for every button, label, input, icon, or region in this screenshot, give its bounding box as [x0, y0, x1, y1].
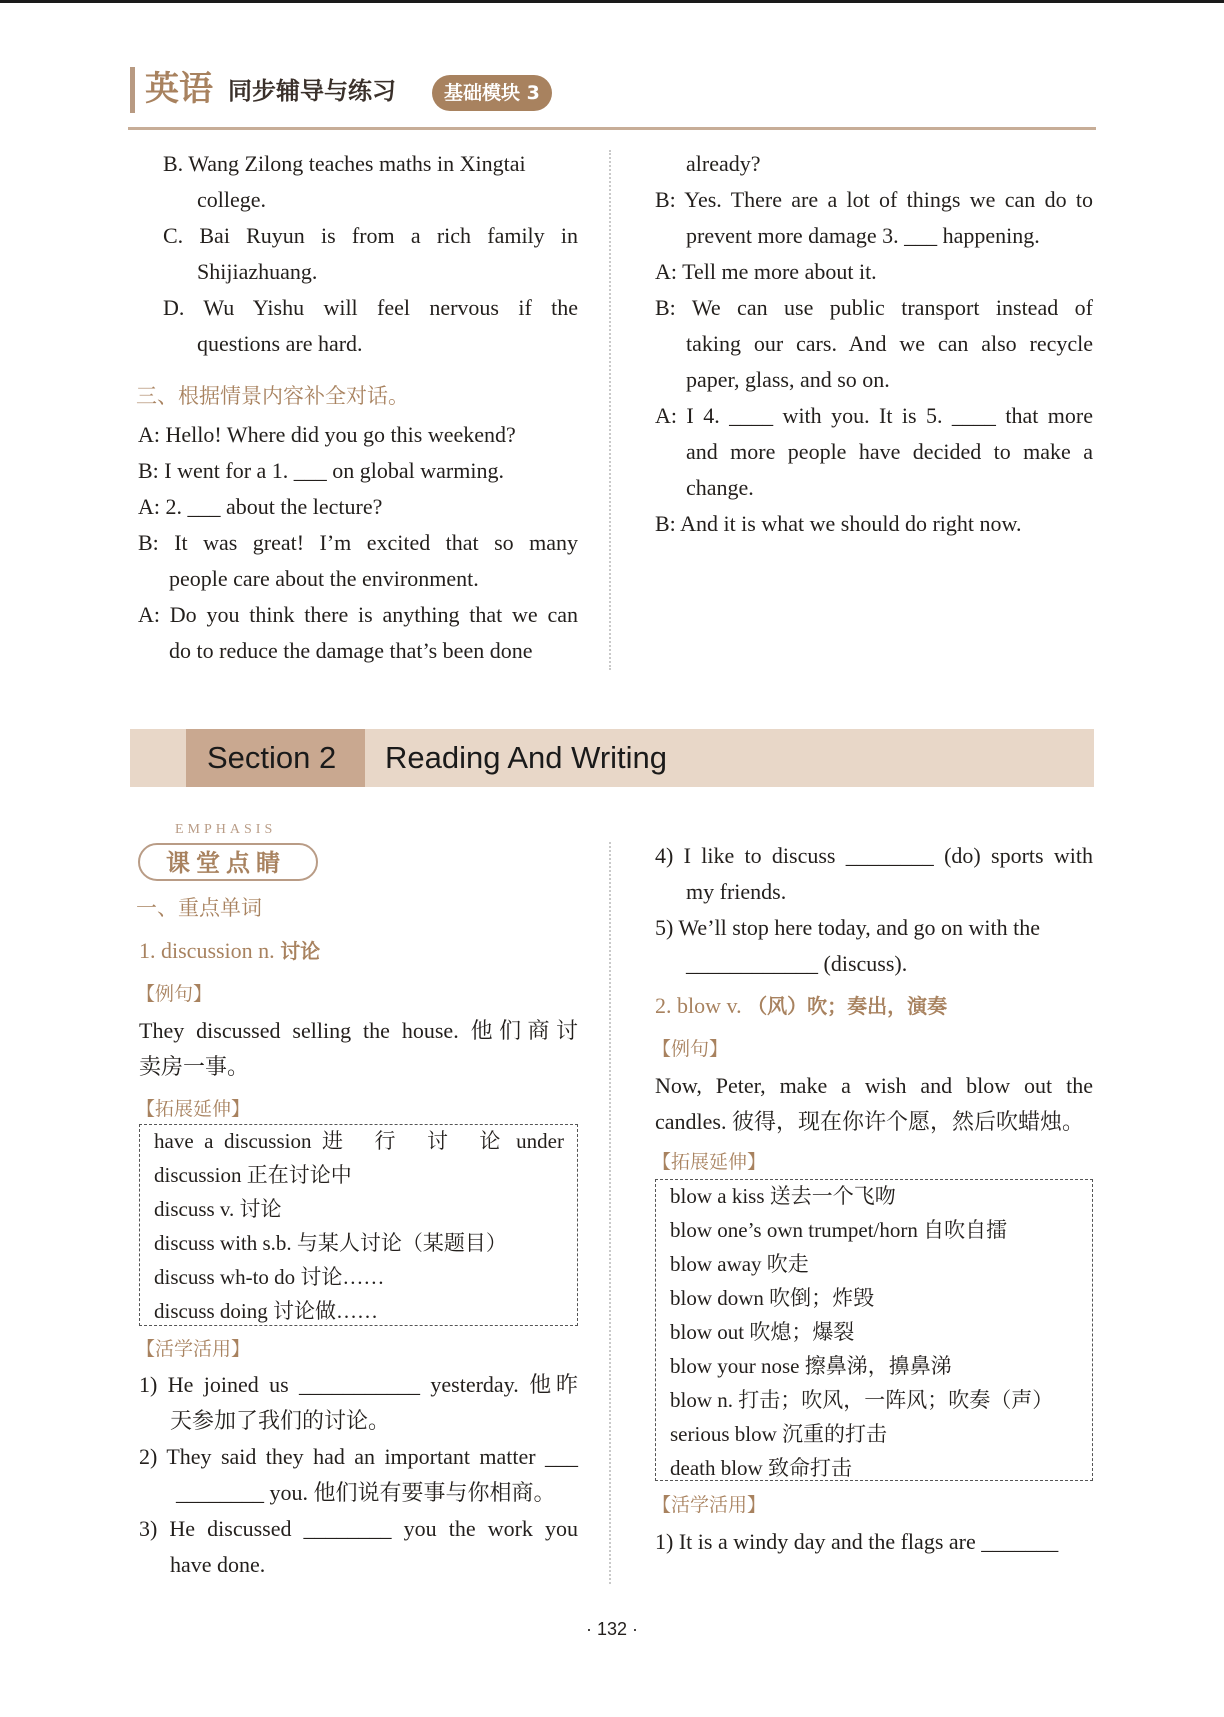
extension-item: discuss doing 讨论做……	[154, 1299, 379, 1323]
dialogue-line: A: 2. ___ about the lecture?	[138, 494, 383, 519]
practice-item: 天参加了我们的讨论。	[170, 1408, 391, 1433]
header-rule	[128, 127, 1096, 130]
extension-item: discuss wh-to do 讨论……	[154, 1265, 385, 1289]
dialogue-line: people care about the environment.	[169, 566, 479, 591]
dialogue-line: taking our cars. And we can also recycle	[686, 331, 1093, 356]
page-number: · 132 ·	[585, 1619, 639, 1639]
extension-item: blow away 吹走	[670, 1252, 809, 1276]
vocab-meaning: 讨论	[280, 939, 321, 963]
example-sentence: Now, Peter, make a wish and blow out the	[655, 1073, 1093, 1098]
extension-item: discussion 正在讨论中	[154, 1163, 352, 1187]
practice-tag: 【活学活用】	[652, 1494, 767, 1516]
vocab-blow	[655, 988, 947, 1024]
option-b-line1: B. Wang Zilong teaches maths in Xingtai	[163, 151, 526, 176]
practice-item: 4) I like to discuss ________ (do) sports with	[655, 843, 1093, 868]
option-c-line1: C. Bai Ruyun is from a rich family in	[163, 223, 578, 248]
column-divider-bottom	[609, 842, 611, 1584]
option-d-line2: questions are hard.	[197, 331, 363, 356]
dialogue-line: B: Yes. There are a lot of things we can do to	[655, 187, 1093, 212]
section-number: Section 2	[207, 740, 337, 775]
extension-item: blow a kiss 送去一个飞吻	[670, 1184, 896, 1208]
extension-item: blow out 吹熄；爆裂	[670, 1320, 855, 1344]
dialogue-line: B: We can use public transport instead of	[655, 295, 1093, 320]
vocab-word: 2. blow v.	[655, 993, 748, 1018]
dialogue-line: A: I 4. ____ with you. It is 5. ____ that more	[655, 403, 1093, 428]
practice-item: 1) He joined us ___________ yesterday. 他昨	[139, 1372, 578, 1397]
option-b-line2: college.	[197, 187, 267, 212]
practice-item: have done.	[170, 1552, 266, 1577]
dialogue-line: B: I went for a 1. ___ on global warming.	[138, 458, 504, 483]
example-tag: 【例句】	[652, 1038, 729, 1060]
dialogue-line: prevent more damage 3. ___ happening.	[686, 223, 1040, 248]
dialogue-line: already?	[686, 151, 761, 176]
example-sentence: They discussed selling the house. 他们商讨	[139, 1018, 578, 1043]
practice-item: ____________ (discuss).	[686, 951, 908, 976]
extension-tag: 【拓展延伸】	[652, 1151, 767, 1173]
extension-item: discuss v. 讨论	[154, 1197, 282, 1221]
column-divider-top	[609, 150, 611, 670]
example-sentence: 卖房一事。	[139, 1054, 250, 1079]
extension-item: blow down 吹倒；炸毁	[670, 1286, 875, 1310]
part1-heading: 一、重点单词	[136, 896, 262, 920]
emphasis-caption: EMPHASIS	[175, 822, 277, 837]
practice-item: my friends.	[686, 879, 787, 904]
dialogue-line: and more people have decided to make a	[686, 439, 1093, 464]
dialogue-line: paper, glass, and so on.	[686, 367, 890, 392]
emphasis-badge	[138, 843, 318, 881]
extension-item: blow n. 打击；吹风，一阵风；吹奏（声）	[670, 1388, 1054, 1412]
extension-item: serious blow 沉重的打击	[670, 1422, 887, 1446]
book-title: 英语	[145, 69, 213, 109]
dialogue-line: B: And it is what we should do right now.	[655, 511, 1022, 536]
option-c-line2: Shijiazhuang.	[197, 259, 318, 284]
dialogue-line: change.	[686, 475, 754, 500]
dialogue-line: B: It was great! I’m excited that so many	[138, 530, 578, 555]
extension-item: death blow 致命打击	[670, 1456, 852, 1480]
practice-item: 5) We’ll stop here today, and go on with the	[655, 915, 1040, 940]
extension-tag: 【拓展延伸】	[136, 1098, 251, 1120]
option-d-line1: D. Wu Yishu will feel nervous if the	[163, 295, 578, 320]
extension-item: discuss with s.b. 与某人讨论（某题目）	[154, 1231, 507, 1255]
practice-tag: 【活学活用】	[136, 1338, 251, 1360]
extension-box	[655, 1179, 1093, 1481]
page-header	[128, 63, 1096, 131]
top-border	[0, 0, 1224, 3]
dialogue-line: do to reduce the damage that’s been done	[169, 638, 533, 663]
practice-item: ________ you. 他们说有要事与你相商。	[176, 1480, 556, 1505]
extension-item: blow your nose 擦鼻涕，擤鼻涕	[670, 1354, 952, 1378]
extension-item: have a discussion 进 行 讨 论 under	[154, 1129, 564, 1153]
vocab-meaning: （风）吹；奏出，演奏	[747, 994, 948, 1018]
extension-item: blow one’s own trumpet/horn 自吹自擂	[670, 1218, 1008, 1242]
practice-item: 1) It is a windy day and the flags are _______	[655, 1529, 1059, 1554]
example-sentence: candles. 彼得，现在你许个愿，然后吹蜡烛。	[655, 1109, 1084, 1134]
practice-item: 3) He discussed ________ you the work you	[139, 1516, 578, 1541]
emphasis-label: 课堂点睛	[166, 849, 286, 877]
part3-heading: 三、根据情景内容补全对话。	[136, 384, 409, 408]
header-bar	[130, 67, 135, 113]
dialogue-line: A: Do you think there is anything that we can	[138, 602, 578, 627]
extension-box	[139, 1124, 578, 1326]
dialogue-line: A: Hello! Where did you go this weekend?	[138, 422, 516, 447]
module-badge: 基础模块 3	[432, 75, 552, 111]
vocab-word: 1. discussion n.	[139, 938, 281, 963]
section-title: Reading And Writing	[385, 740, 668, 775]
dialogue-line: A: Tell me more about it.	[655, 259, 877, 284]
section-tab	[186, 729, 365, 787]
book-subtitle: 同步辅导与练习	[228, 77, 396, 105]
example-tag: 【例句】	[136, 983, 213, 1005]
vocab-discussion	[139, 933, 320, 969]
practice-item: 2) They said they had an important matter ___	[139, 1444, 578, 1469]
